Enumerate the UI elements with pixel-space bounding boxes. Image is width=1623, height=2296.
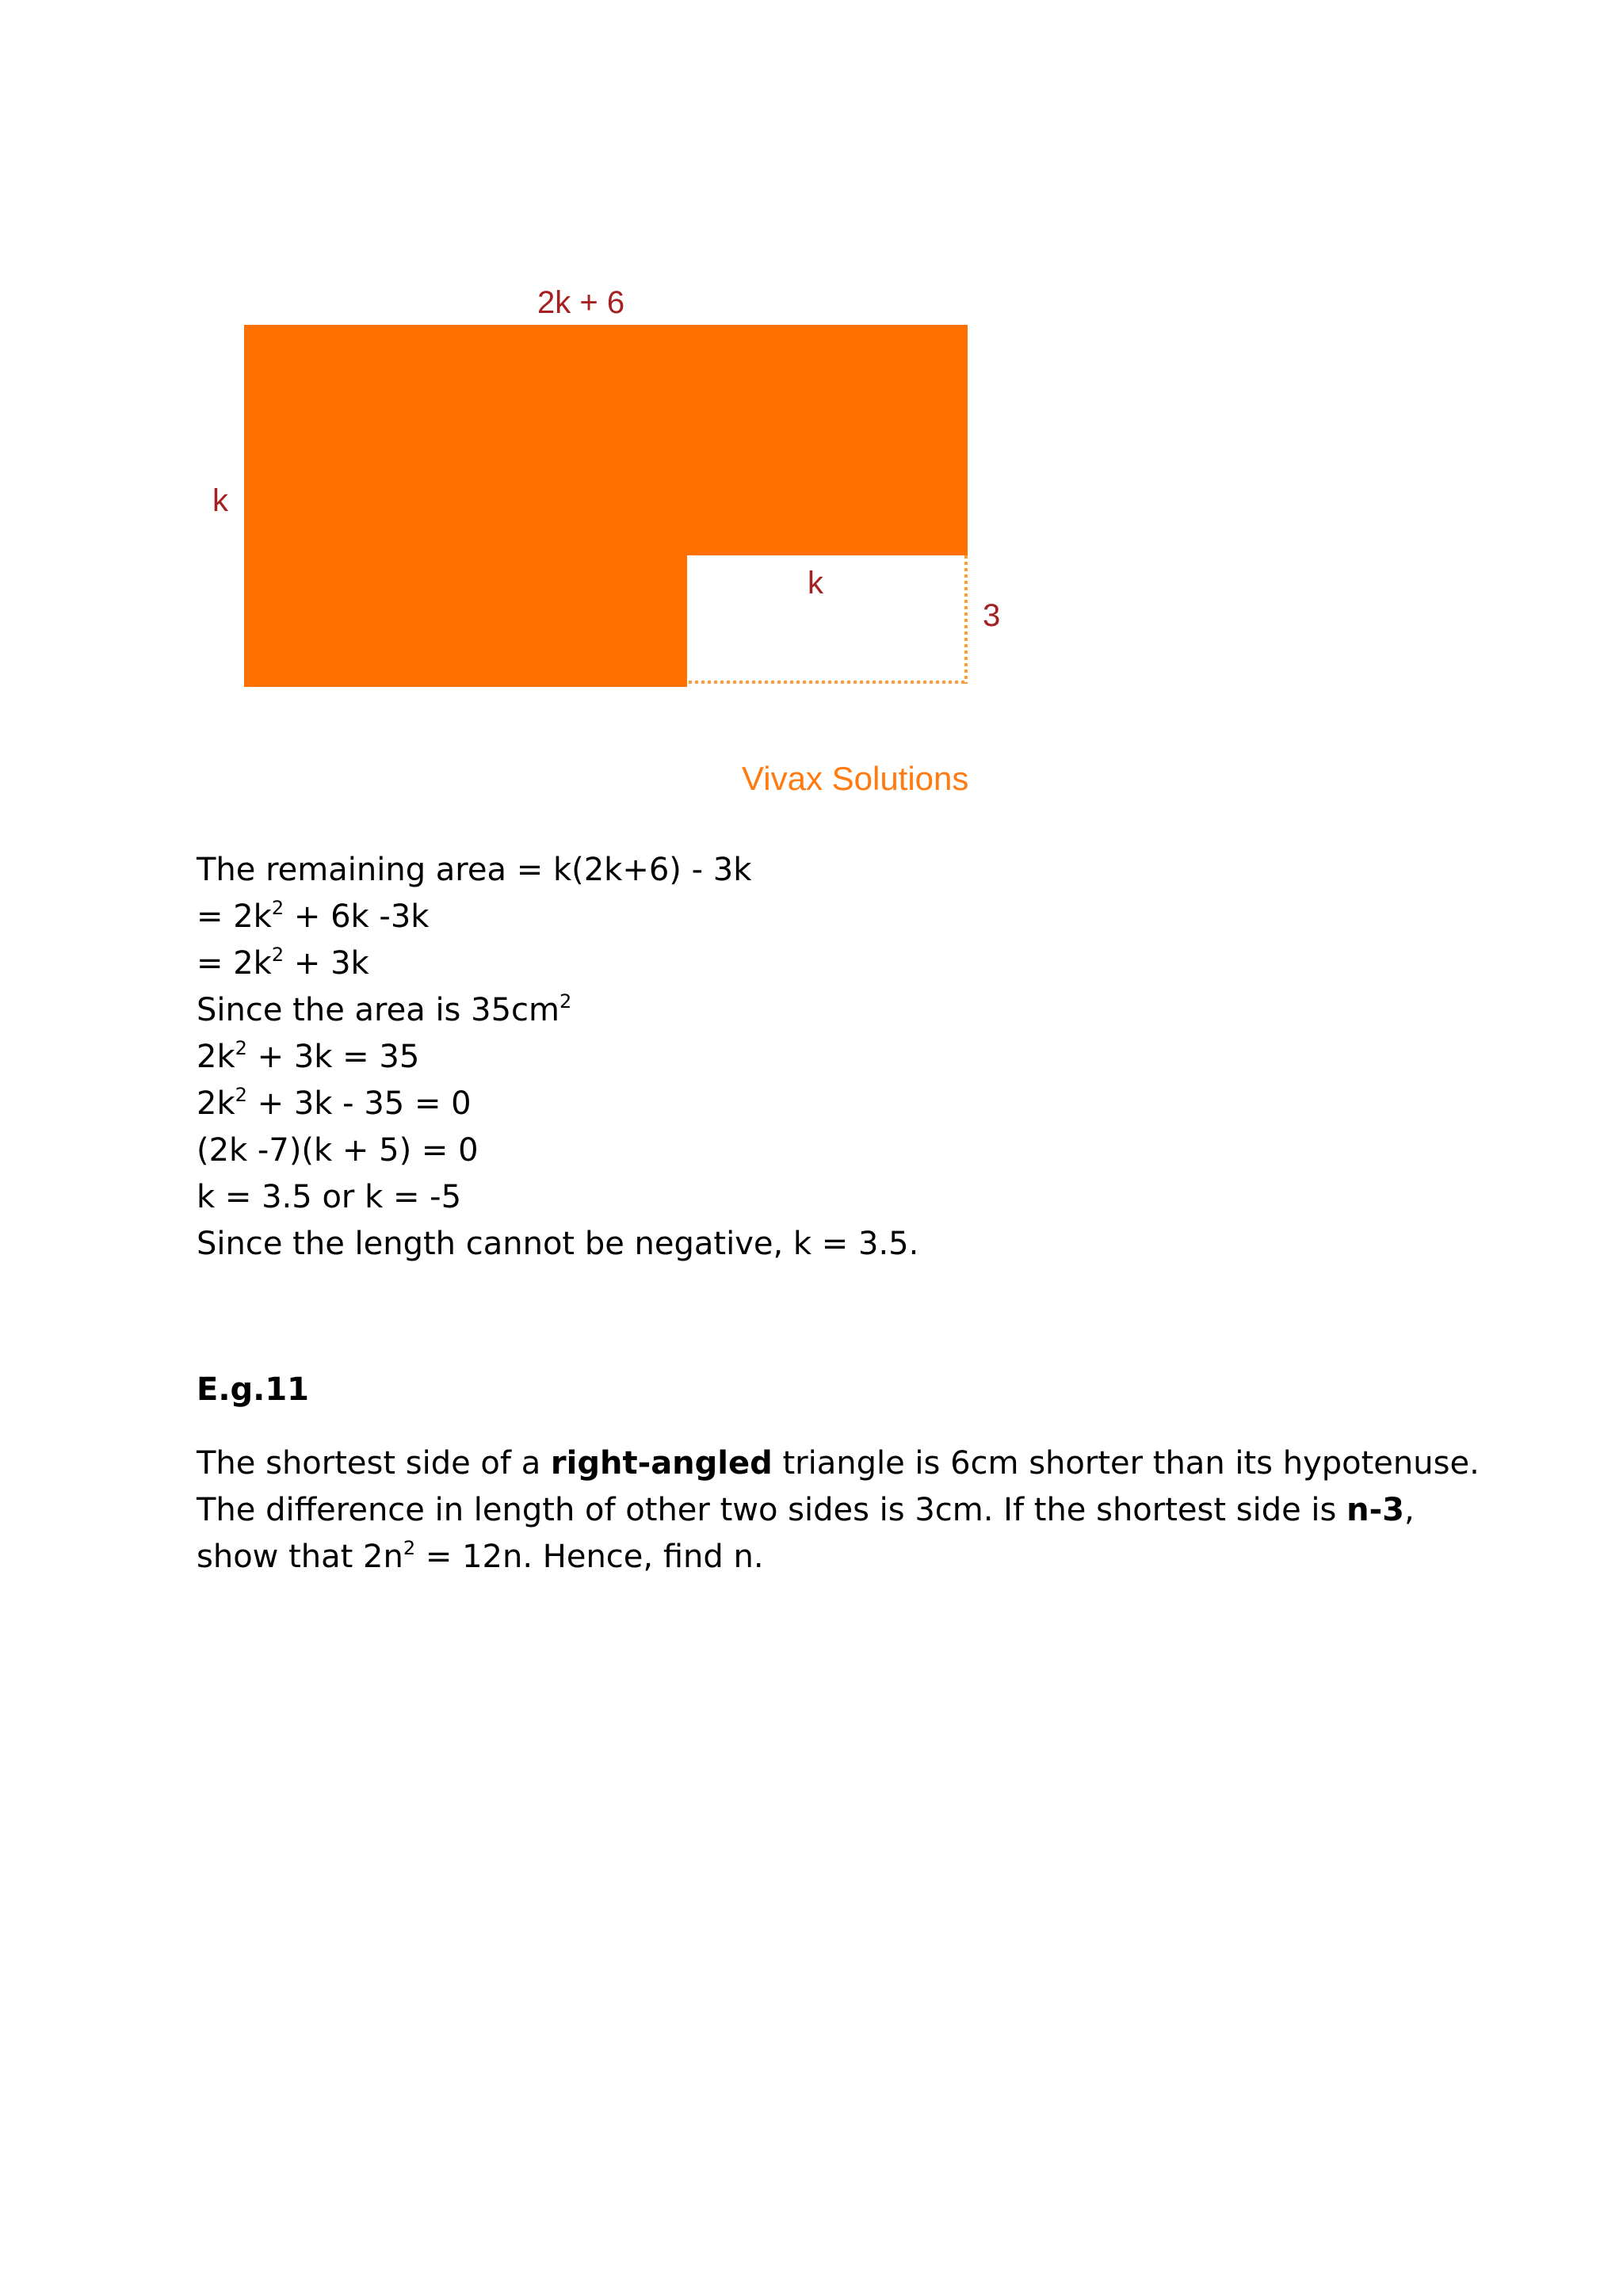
solution-steps [197, 847, 918, 1268]
example-heading: E.g.11 [197, 1371, 310, 1408]
solution-line: k = 3.5 or k = -5 [197, 1179, 462, 1215]
watermark: Vivax Solutions [742, 760, 969, 797]
solution-line: = $2k^2 + 3k$ [197, 944, 369, 982]
cutout-height-label: 3 [983, 598, 1001, 633]
problem-line: The shortest side of a right-angled triangle is 6cm shorter than its hypotenuse. [197, 1445, 1480, 1482]
solution-line: (2k -7)(k + 5) = 0 [197, 1132, 479, 1169]
solution-line: Since the length cannot be negative, k = 3.5. [197, 1226, 919, 1262]
rectangle-figure [0, 0, 1623, 824]
orange-region [244, 325, 968, 687]
solution-line: = $2k^2 + 6k$ -3k [197, 897, 430, 935]
top-side-label: 2k + 6 [537, 285, 625, 320]
solution-line: Since the area is $35cm^2$ [197, 990, 572, 1028]
figure-drawing [0, 0, 1623, 824]
example-problem [197, 1440, 1480, 1581]
problem-line: The difference in length of other two sides is 3cm. If the shortest side is n-3, [197, 1492, 1415, 1528]
problem-line: show that $2n^2 = 12n$. Hence, find n. [197, 1537, 764, 1575]
solution-line: The remaining area = k(2k+6) - 3k [197, 852, 752, 888]
solution-line: $2k^2 + 3k = 35$ [197, 1037, 420, 1075]
solution-line: $2k^2 + 3k - 35 = 0$ [197, 1084, 472, 1122]
cutout-width-label: k [808, 566, 823, 601]
left-side-label: k [212, 483, 228, 518]
